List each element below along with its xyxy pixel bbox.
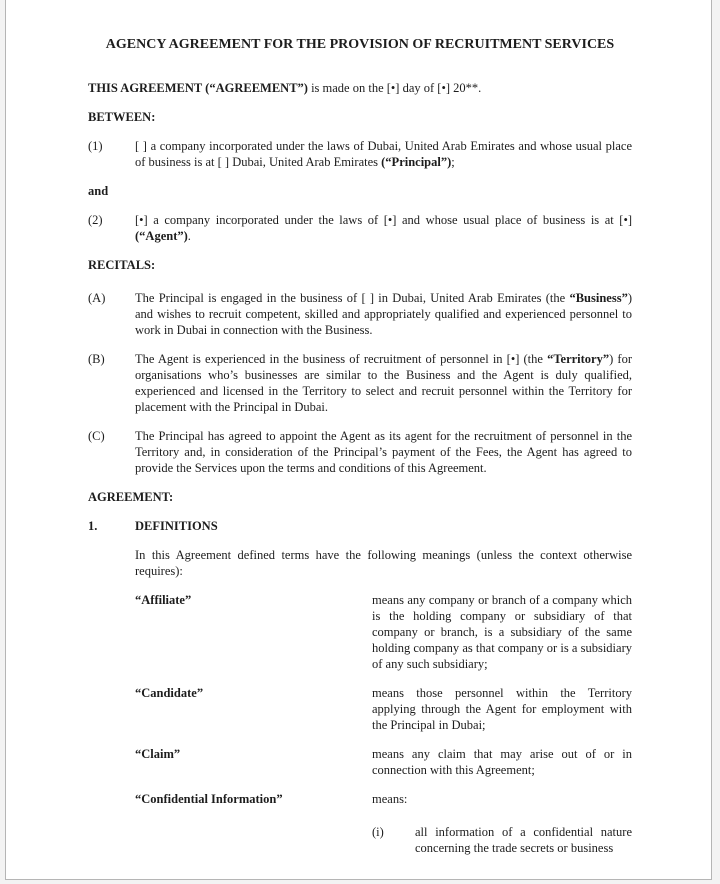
definition-term: “Claim” xyxy=(135,747,181,761)
clause-1-heading: DEFINITIONS xyxy=(135,519,218,533)
party-1 xyxy=(88,138,632,170)
definitions-list xyxy=(135,592,632,856)
definition-text: means any claim that may arise out of or in connection with this Agreement; xyxy=(372,747,632,777)
recital-c-label: (C) xyxy=(88,429,105,443)
sub-item-text: all information of a confidential nature concerning the trade secrets or business xyxy=(415,825,632,855)
party-2-text: [•] a company incorporated under the laws of [•] and whose usual place of business is at [•] (“Agent”). xyxy=(135,213,632,243)
recital-c-text: The Principal has agreed to appoint the Agent as its agent for the recruitment of personnel in the Territory and, in consideration of the Principal’s payment of the Fees, the Agent has agreed to provide the Services upon the terms and conditions of this Agreement. xyxy=(135,429,632,475)
definition-row-confidential-information xyxy=(135,791,632,856)
agreement-made-on-line: THIS AGREEMENT (“AGREEMENT”) is made on the [•] day of [•] 20**. xyxy=(88,81,482,95)
agreement-heading: AGREEMENT: xyxy=(88,490,174,504)
document-content xyxy=(6,0,711,879)
recital-c xyxy=(88,428,632,476)
definition-text-stack xyxy=(372,791,632,856)
sub-item-label: (i) xyxy=(372,825,384,839)
recitals-heading: RECITALS: xyxy=(88,258,156,272)
definitions-intro-text: In this Agreement defined terms have the following meanings (unless the context otherwise requires): xyxy=(135,548,632,578)
party-2 xyxy=(88,212,632,244)
and-connector: and xyxy=(88,184,109,198)
clause-1-number: 1. xyxy=(88,519,98,533)
definitions-intro-spacer xyxy=(88,547,135,579)
clause-1-heading-row xyxy=(88,518,632,534)
definition-text: means any company or branch of a company which is the holding company or subsidiary of that company or branch, is a subsidiary of the same holding company as that company or is a subsidiary of any such subsidiary; xyxy=(372,593,632,671)
party-1-text: [ ] a company incorporated under the laws of Dubai, United Arab Emirates and whose usual place of business is at [ ] Dubai, United Arab Emirates (“Principal”); xyxy=(135,139,632,169)
recital-b-label: (B) xyxy=(88,352,105,366)
definition-row-claim xyxy=(135,746,632,778)
definition-sub-item-i xyxy=(372,824,632,856)
document-page xyxy=(5,0,712,880)
recital-b xyxy=(88,351,632,415)
definitions-intro-row xyxy=(88,547,632,579)
recital-b-text: The Agent is experienced in the business of recruitment of personnel in [•] (the “Territory”) for organisations who’s businesses are similar to the Business and the Agent is duly qualified, experienced and licensed in the Territory to select and recruit personnel within the Territory for placement with the Principal in Dubai. xyxy=(135,352,632,414)
between-heading: BETWEEN: xyxy=(88,110,156,124)
definition-text: means: xyxy=(372,792,408,806)
party-2-number: (2) xyxy=(88,213,103,227)
definition-term: “Candidate” xyxy=(135,686,204,700)
recital-a-text: The Principal is engaged in the business of [ ] in Dubai, United Arab Emirates (the “Business”) and wishes to recruit competent, skilled and appropriately qualified and experienced personnel to work in Dubai in connection with the Business. xyxy=(135,291,632,337)
party-1-number: (1) xyxy=(88,139,103,153)
definition-row-candidate xyxy=(135,685,632,733)
definition-term: “Confidential Information” xyxy=(135,792,283,806)
recital-a-label: (A) xyxy=(88,291,106,305)
page-title: AGENCY AGREEMENT FOR THE PROVISION OF RECRUITMENT SERVICES xyxy=(105,37,615,52)
definition-text: means those personnel within the Territory applying through the Agent for employment with the Principal in Dubai; xyxy=(372,686,632,732)
recital-a xyxy=(88,290,632,338)
definition-term: “Affiliate” xyxy=(135,593,192,607)
definition-row-affiliate xyxy=(135,592,632,672)
